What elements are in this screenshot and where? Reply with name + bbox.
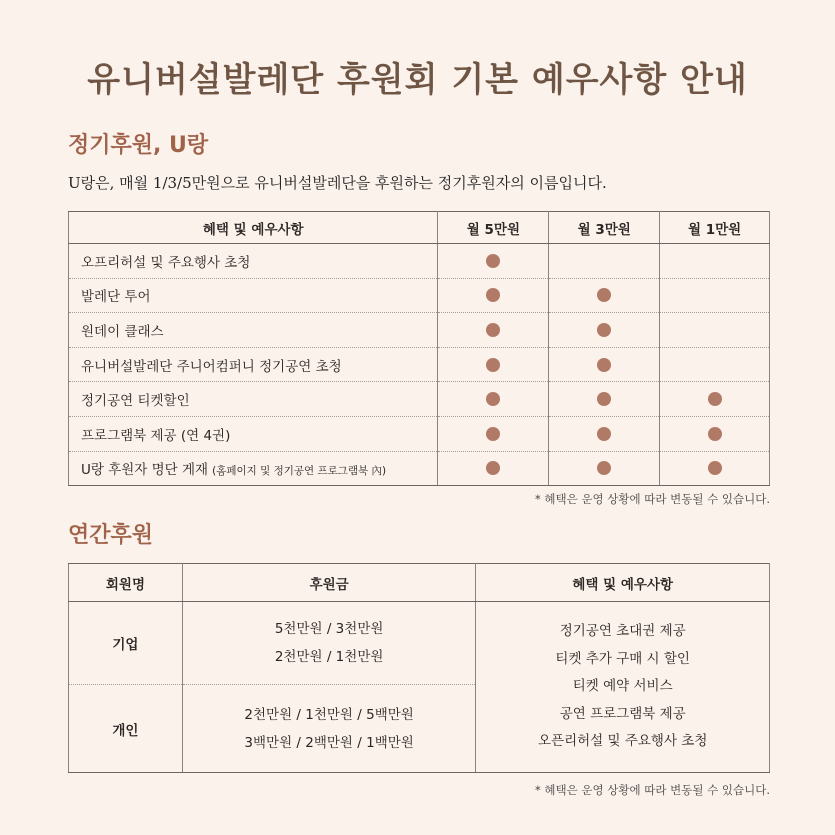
regular-footnote: * 혜택은 운영 상황에 따라 변동될 수 있습니다. — [535, 492, 770, 506]
table-header-row — [69, 212, 770, 244]
benefit-label-cell — [69, 416, 438, 451]
benefit-label-cell — [69, 278, 438, 313]
included-dot-icon — [708, 461, 722, 475]
included-dot-icon — [597, 392, 611, 406]
tier-cell — [549, 278, 660, 313]
tier-cell — [660, 382, 770, 417]
tier-cell — [660, 347, 770, 382]
benefit-line: 공연 프로그램북 제공 — [559, 705, 686, 722]
table-row — [69, 382, 770, 417]
table-row — [69, 313, 770, 348]
benefit-line: 오픈리허설 및 주요행사 초청 — [538, 733, 708, 750]
table-row — [69, 347, 770, 382]
benefit-label-cell — [69, 382, 438, 417]
amount-line: 2천만원 / 1천만원 — [274, 649, 384, 665]
benefit-label: 정기공연 티켓할인 — [81, 393, 190, 410]
tier-cell — [660, 278, 770, 313]
included-dot-icon — [486, 323, 500, 337]
benefit-label: 프로그램북 제공 (연 4권) — [81, 427, 231, 444]
annual-benefits-cell — [476, 602, 770, 773]
member-type-individual: 개인 — [69, 685, 183, 773]
included-dot-icon — [708, 392, 722, 406]
benefit-label-cell — [69, 347, 438, 382]
tier-cell — [438, 244, 549, 279]
tier-cell — [549, 382, 660, 417]
tier-cell — [549, 347, 660, 382]
tier-cell — [438, 347, 549, 382]
benefit-line: 티켓 추가 구매 시 할인 — [555, 650, 690, 667]
included-dot-icon — [597, 358, 611, 372]
included-dot-icon — [486, 358, 500, 372]
tier-cell — [549, 313, 660, 348]
tier-cell — [660, 313, 770, 348]
amount-line: 2천만원 / 1천만원 / 5백만원 — [244, 706, 414, 723]
benefit-label: 원데이 클래스 — [81, 323, 164, 340]
regular-benefits-table — [68, 211, 770, 486]
tier-cell — [438, 278, 549, 313]
amount-line: 5천만원 / 3천만원 — [274, 621, 384, 637]
included-dot-icon — [597, 323, 611, 337]
tier-cell — [549, 244, 660, 279]
benefit-line: 정기공연 초대권 제공 — [559, 623, 686, 640]
benefit-label: U랑 후원자 명단 게재 — [81, 462, 209, 479]
table-row — [69, 278, 770, 313]
benefit-label-cell — [69, 313, 438, 348]
benefit-label-cell — [69, 451, 438, 486]
included-dot-icon — [597, 288, 611, 302]
tier-cell — [660, 244, 770, 279]
benefit-label: 오프리허설 및 주요행사 초청 — [81, 254, 251, 271]
benefit-label: 발레단 투어 — [81, 289, 151, 306]
tier-cell — [549, 451, 660, 486]
column-header: 월 3만원 — [549, 212, 660, 244]
column-header: 월 1만원 — [660, 212, 770, 244]
tier-cell — [660, 416, 770, 451]
column-header: 혜택 및 예우사항 — [476, 564, 770, 602]
benefit-label-cell — [69, 244, 438, 279]
column-header: 월 5만원 — [438, 212, 549, 244]
benefit-label: 유니버설발레단 주니어컴퍼니 정기공연 초청 — [81, 358, 342, 375]
tier-cell — [438, 451, 549, 486]
included-dot-icon — [486, 427, 500, 441]
included-dot-icon — [486, 254, 500, 268]
benefit-line: 티켓 예약 서비스 — [572, 678, 673, 695]
included-dot-icon — [486, 392, 500, 406]
tier-cell — [660, 451, 770, 486]
member-type-corporate: 기업 — [69, 602, 183, 685]
included-dot-icon — [708, 427, 722, 441]
included-dot-icon — [486, 288, 500, 302]
table-row — [69, 416, 770, 451]
column-header: 회원명 — [69, 564, 183, 602]
amount-cell-individual — [182, 685, 476, 773]
tier-cell — [438, 416, 549, 451]
annual-section-heading: 연간후원 — [68, 523, 154, 548]
annual-footnote: * 혜택은 운영 상황에 따라 변동될 수 있습니다. — [535, 783, 770, 797]
included-dot-icon — [597, 461, 611, 475]
tier-cell — [549, 416, 660, 451]
tier-cell — [438, 382, 549, 417]
table-row — [69, 451, 770, 486]
regular-section-heading: 정기후원, U랑 — [68, 133, 209, 158]
table-row — [69, 602, 770, 685]
included-dot-icon — [486, 461, 500, 475]
amount-line: 3백만원 / 2백만원 / 1백만원 — [244, 734, 414, 751]
regular-description: U랑은, 매월 1/3/5만원으로 유니버설발레단을 후원하는 정기후원자의 이름입니다. — [68, 174, 607, 192]
amount-cell-corporate — [182, 602, 476, 685]
table-row — [69, 244, 770, 279]
column-header: 혜택 및 예우사항 — [69, 212, 438, 244]
annual-benefits-table — [68, 563, 770, 773]
column-header: 후원금 — [182, 564, 476, 602]
included-dot-icon — [597, 427, 611, 441]
table-header-row — [69, 564, 770, 602]
page-title: 유니버설발레단 후원회 기본 예우사항 안내 — [87, 60, 748, 100]
tier-cell — [438, 313, 549, 348]
benefit-note: (홈페이지 및 정기공연 프로그램북 內) — [212, 465, 387, 478]
